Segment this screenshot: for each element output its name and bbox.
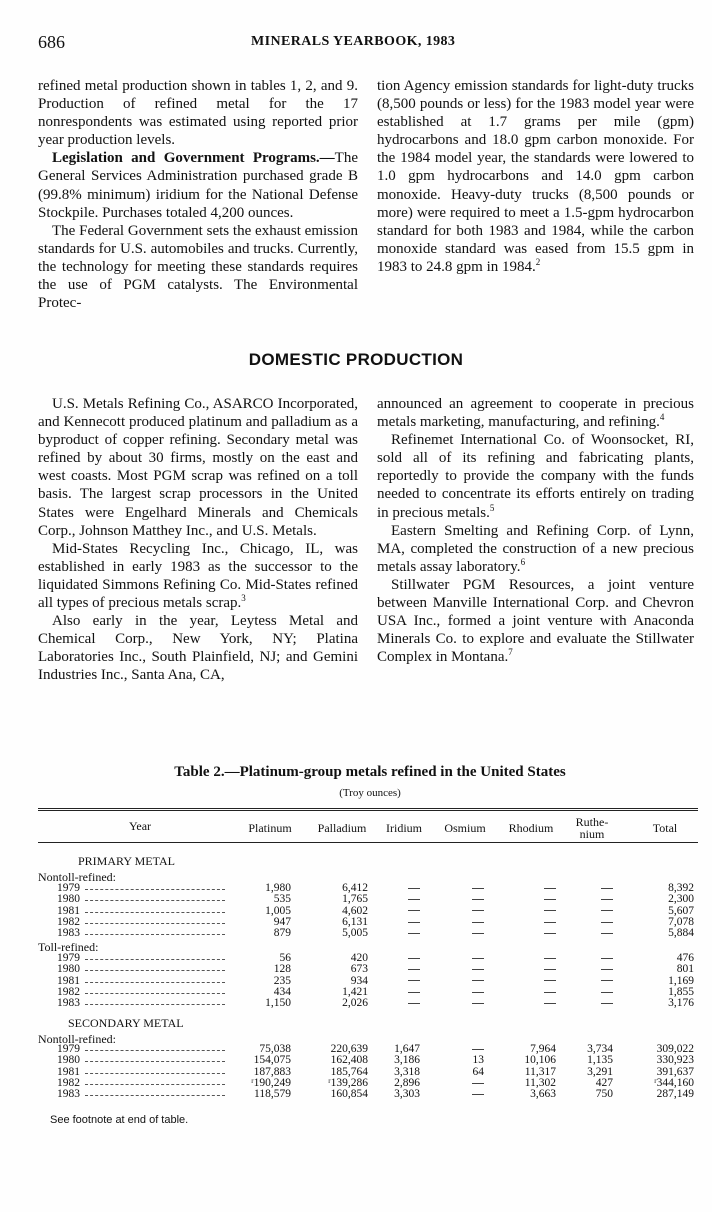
cell-platinum: 56: [279, 952, 291, 964]
sub-label-toll: Toll-refined:: [38, 940, 99, 954]
table-subtitle: (Troy ounces): [339, 787, 401, 799]
cell-year: 1980: [57, 963, 80, 976]
cell-rhodium: [508, 906, 556, 917]
footnote-marker: 2: [535, 256, 541, 267]
cell-year: 1981: [57, 1065, 80, 1078]
cell-palladium: 934: [350, 974, 368, 987]
cell-iridium: [380, 883, 420, 894]
cell-platinum: 434: [273, 985, 291, 998]
column-header-palladium: Palladium: [317, 821, 367, 835]
cell-iridium: 3,318: [394, 1065, 420, 1078]
cell-palladium: 6,412: [342, 882, 368, 894]
empty-dash: [601, 899, 613, 900]
cell-ruthenium: [576, 917, 613, 928]
cell-palladium: 160,854: [330, 1088, 368, 1101]
section-heading: DOMESTIC PRODUCTION: [248, 350, 464, 369]
column-header-osmium: Osmium: [444, 821, 486, 835]
empty-dash: [472, 899, 484, 900]
cell-ruthenium: 1,135: [587, 1054, 613, 1067]
paragraph: The Federal Government sets the exhaust emission standards for U.S. automobiles and trucks. Currently, the technology for meeting these standards requires the use of PGM catalysts. The Environmental Protec-: [38, 222, 358, 312]
empty-dash: [544, 1003, 556, 1004]
cell-platinum: 154,075: [253, 1054, 291, 1067]
dot-leader: [85, 1055, 225, 1062]
table-title: Table 2.—Platinum-group metals refined in the United States: [174, 764, 566, 780]
cell-platinum: ʳ190,249: [251, 1076, 291, 1089]
cell-total: 7,078: [668, 915, 694, 928]
column-header-total: Total: [652, 821, 678, 835]
sub-label-secondary-nontoll: Nontoll-refined:: [38, 1032, 116, 1046]
empty-dash: [408, 922, 420, 923]
cell-iridium: 3,186: [394, 1054, 420, 1067]
cell-ruthenium: [576, 953, 613, 964]
cell-osmium: [456, 987, 484, 998]
cell-platinum: 187,883: [253, 1065, 291, 1078]
cell-total: 1,169: [668, 974, 694, 987]
table-row: [0, 964, 712, 975]
cell-platinum: 1,005: [265, 904, 291, 917]
paragraph: Also early in the year, Leytess Metal and Chemical Corp., New York, NY; Platina Laboratories Inc., South Plainfield, NJ; and Gemini Industries Inc., Santa Ana, CA,: [38, 613, 358, 684]
cell-year: 1983: [57, 927, 80, 940]
cell-total: 1,855: [668, 985, 694, 998]
dot-leader: [85, 1089, 225, 1096]
column-header-year: Year: [128, 819, 152, 833]
empty-dash: [408, 933, 420, 934]
running-title: MINERALS YEARBOOK, 1983: [251, 34, 456, 49]
cell-total: 330,923: [656, 1054, 694, 1067]
cell-year: 1981: [57, 904, 80, 917]
paragraph: tion Agency emission standards for light-duty trucks (8,500 pounds or less) for the 1983 model year were established at 1.7 grams per mile (gpm) hydrocarbons and 18.0 gpm carbon monoxide. For the 1984 model year, the standards were lowered to 1.0 gpm hydrocarbons and 14.0 gpm carbon monoxide. Heavy-duty trucks (8,500 pounds or more) were required to meet a 1.5-gpm hydrocarbon standard for both 1983 and 1984, while the carbon monoxide standard was eased from 15.5 gpm in 1983 to 24.8 gpm in 1984.$^2$: [377, 78, 694, 275]
cell-ruthenium: 427: [595, 1076, 613, 1089]
empty-dash: [544, 980, 556, 981]
empty-dash: [408, 899, 420, 900]
empty-dash: [408, 958, 420, 959]
group-label-primary: PRIMARY METAL: [78, 854, 175, 868]
cell-total: 5,884: [668, 927, 694, 940]
paragraph-legislation: Legislation and Government Programs.—The General Services Administration purchased grade B (99.8% minimum) iridium for the National Defense Stockpile. Purchases totaled 4,200 ounces.: [38, 150, 358, 221]
table-row: [0, 1055, 712, 1066]
cell-ruthenium: 750: [595, 1088, 613, 1101]
cell-platinum: 947: [273, 915, 291, 928]
page-header: [38, 32, 694, 54]
cell-platinum: 235: [273, 974, 291, 987]
cell-osmium: [456, 928, 484, 939]
column-header-iridium: Iridium: [386, 821, 422, 835]
top-column-left: [38, 77, 358, 312]
empty-dash: [601, 922, 613, 923]
dot-leader: [85, 976, 225, 983]
cell-year: 1981: [57, 974, 80, 987]
table-row: [0, 998, 712, 1009]
cell-rhodium: [508, 987, 556, 998]
cell-palladium: 673: [350, 963, 368, 976]
empty-dash: [472, 1003, 484, 1004]
cell-platinum: 118,579: [254, 1088, 291, 1101]
cell-palladium: 1,765: [342, 893, 368, 906]
paragraph: announced an agreement to cooperate in precious metals marketing, manufacturing, and refining.$^4$: [377, 396, 694, 431]
cell-total: 3,176: [668, 997, 694, 1010]
cell-osmium: [456, 1078, 484, 1089]
cell-rhodium: 11,302: [524, 1076, 556, 1089]
cell-osmium: 13: [472, 1054, 484, 1067]
cell-iridium: [380, 976, 420, 987]
cell-palladium: 420: [350, 952, 368, 964]
dot-leader: [85, 894, 225, 901]
cell-osmium: [456, 964, 484, 975]
cell-palladium: 6,131: [342, 915, 368, 928]
cell-year: 1979: [57, 952, 80, 964]
empty-dash: [544, 922, 556, 923]
paragraph: Eastern Smelting and Refining Corp. of Lynn, MA, completed the construction of a new precious metals assay laboratory.$^6$: [377, 522, 694, 575]
empty-dash: [472, 933, 484, 934]
cell-iridium: 3,303: [394, 1088, 420, 1101]
column-header-rhodium: Rhodium: [508, 821, 554, 835]
empty-dash: [544, 910, 556, 911]
cell-iridium: [380, 894, 420, 905]
cell-ruthenium: [576, 987, 613, 998]
page-number: 686: [38, 32, 65, 52]
cell-platinum: 535: [273, 893, 291, 906]
table-row: [0, 894, 712, 905]
footnote-marker: 6: [520, 556, 526, 567]
cell-total: 287,149: [656, 1088, 694, 1101]
cell-palladium: 4,602: [342, 904, 368, 917]
cell-iridium: [380, 964, 420, 975]
paragraph: Mid-States Recycling Inc., Chicago, IL, was established in early 1983 as the successor to the liquidated Simmons Refining Co. Mid-States refined all types of precious metals scrap.$^3$: [38, 540, 358, 612]
paragraph: refined metal production shown in tables 1, 2, and 9. Production of refined metal for the 17 nonrespondents was estimated using reported prior year production levels.: [38, 78, 358, 149]
empty-dash: [544, 992, 556, 993]
cell-palladium: 5,005: [342, 927, 368, 940]
cell-year: 1979: [57, 1043, 80, 1055]
cell-ruthenium: [576, 964, 613, 975]
cell-ruthenium: [576, 906, 613, 917]
cell-rhodium: [508, 894, 556, 905]
group-label-secondary: SECONDARY METAL: [68, 1016, 184, 1030]
empty-dash: [601, 933, 613, 934]
empty-dash: [472, 888, 484, 889]
cell-rhodium: 3,663: [530, 1088, 556, 1101]
cell-ruthenium: 3,734: [587, 1043, 613, 1055]
cell-osmium: [456, 883, 484, 894]
empty-dash: [408, 910, 420, 911]
cell-osmium: [456, 976, 484, 987]
cell-ruthenium: [576, 928, 613, 939]
cell-osmium: [456, 1089, 484, 1100]
cell-platinum: 75,038: [259, 1043, 291, 1055]
cell-total: 5,607: [668, 904, 694, 917]
cell-palladium: 1,421: [342, 985, 368, 998]
dot-leader: [85, 1067, 225, 1074]
empty-dash: [408, 992, 420, 993]
cell-osmium: 64: [472, 1065, 484, 1078]
empty-dash: [472, 910, 484, 911]
domestic-column-left: [38, 395, 358, 685]
cell-rhodium: [508, 883, 556, 894]
empty-dash: [544, 958, 556, 959]
cell-rhodium: [508, 976, 556, 987]
cell-platinum: 879: [273, 927, 291, 940]
cell-year: 1980: [57, 1054, 80, 1067]
empty-dash: [544, 933, 556, 934]
paragraph: Stillwater PGM Resources, a joint venture between Manville International Corp. and Chevron USA Inc., formed a joint venture with Anaconda Minerals Co. to explore and evaluate the Stillwater Complex in Montana.$^7$: [377, 576, 694, 666]
cell-iridium: 1,647: [394, 1043, 420, 1055]
empty-dash: [472, 1094, 484, 1095]
empty-dash: [408, 1003, 420, 1004]
cell-osmium: [456, 894, 484, 905]
empty-dash: [544, 899, 556, 900]
dot-leader: [85, 1078, 225, 1085]
empty-dash: [601, 910, 613, 911]
column-header-ruthenium: Ruthe- nium: [575, 815, 609, 841]
paragraph: Refinemet International Co. of Woonsocket, RI, sold all of its refining and fabricating plants, reportedly to provide the company with the funds needed to concentrate its efforts entirely on trading in precious metals.$^5$: [377, 432, 694, 521]
empty-dash: [472, 980, 484, 981]
cell-year: 1983: [57, 997, 80, 1010]
cell-osmium: [456, 953, 484, 964]
cell-ruthenium: [576, 894, 613, 905]
cell-iridium: [380, 906, 420, 917]
cell-ruthenium: [576, 976, 613, 987]
table-row: [0, 1067, 712, 1078]
dot-leader: [85, 883, 225, 890]
domestic-column-right: [377, 395, 694, 666]
cell-rhodium: [508, 953, 556, 964]
dot-leader: [85, 998, 225, 1005]
empty-dash: [601, 980, 613, 981]
cell-ruthenium: [576, 883, 613, 894]
cell-year: 1983: [57, 1088, 80, 1101]
cell-rhodium: 7,964: [530, 1043, 556, 1055]
empty-dash: [472, 922, 484, 923]
cell-total: 801: [676, 963, 694, 976]
empty-dash: [601, 969, 613, 970]
table-row: [0, 1089, 712, 1100]
footnote-marker: 7: [508, 647, 513, 658]
empty-dash: [472, 992, 484, 993]
cell-year: 1980: [57, 893, 80, 906]
table-top-rule: [38, 808, 698, 809]
cell-year: 1982: [57, 915, 80, 928]
cell-palladium: 162,408: [330, 1054, 368, 1067]
cell-platinum: 1,980: [265, 882, 291, 894]
cell-ruthenium: 3,291: [587, 1065, 613, 1078]
cell-iridium: [380, 987, 420, 998]
cell-palladium: 220,639: [330, 1043, 368, 1055]
dot-leader: [85, 964, 225, 971]
empty-dash: [472, 958, 484, 959]
cell-iridium: [380, 917, 420, 928]
cell-year: 1982: [57, 985, 80, 998]
cell-total: 391,637: [656, 1065, 694, 1078]
cell-year: 1979: [57, 882, 80, 894]
cell-total: ʳ344,160: [654, 1076, 694, 1089]
cell-platinum: 128: [273, 963, 291, 976]
cell-rhodium: [508, 928, 556, 939]
cell-palladium: ʳ139,286: [328, 1076, 368, 1089]
table-footnote-reference: See footnote at end of table.: [50, 1114, 189, 1126]
cell-platinum: 1,150: [265, 997, 291, 1010]
empty-dash: [544, 969, 556, 970]
dot-leader: [85, 917, 225, 924]
cell-total: 476: [676, 952, 694, 964]
dot-leader: [85, 987, 225, 994]
cell-iridium: [380, 998, 420, 1009]
empty-dash: [601, 888, 613, 889]
table-header-rule: [38, 842, 698, 843]
empty-dash: [544, 888, 556, 889]
cell-year: 1982: [57, 1076, 80, 1089]
dot-leader: [85, 1044, 225, 1051]
cell-osmium: [456, 998, 484, 1009]
empty-dash: [472, 1083, 484, 1084]
empty-dash: [408, 969, 420, 970]
empty-dash: [601, 1003, 613, 1004]
empty-dash: [601, 992, 613, 993]
footnote-marker: 4: [659, 412, 665, 423]
top-column-right: [377, 77, 694, 276]
dot-leader: [85, 906, 225, 913]
dot-leader: [85, 928, 225, 935]
cell-rhodium: 10,106: [524, 1054, 556, 1067]
column-header-platinum: Platinum: [248, 821, 292, 835]
empty-dash: [601, 958, 613, 959]
cell-rhodium: [508, 998, 556, 1009]
table-top-rule-double: [38, 810, 698, 811]
cell-iridium: [380, 928, 420, 939]
cell-osmium: [456, 906, 484, 917]
cell-palladium: 185,764: [330, 1065, 368, 1078]
cell-rhodium: 11,317: [524, 1065, 556, 1078]
empty-dash: [472, 969, 484, 970]
paragraph: U.S. Metals Refining Co., ASARCO Incorporated, and Kennecott produced platinum and palladium as a byproduct of copper refining. Secondary metal was refined by about 30 firms, mostly on the east and west coasts. Most PGM scrap was refined on a toll basis. The largest scrap processors in the United States were Engelhard Minerals and Chemicals Corp., Johnson Matthey Inc., and U.S. Metals.: [38, 396, 358, 539]
empty-dash: [408, 980, 420, 981]
cell-rhodium: [508, 964, 556, 975]
cell-rhodium: [508, 917, 556, 928]
cell-osmium: [456, 917, 484, 928]
cell-total: 2,300: [668, 893, 694, 906]
footnote-marker: 5: [489, 502, 495, 513]
footnote-marker: 3: [241, 593, 246, 604]
cell-palladium: 2,026: [342, 997, 368, 1010]
sub-label-nontoll: Nontoll-refined:: [38, 870, 116, 884]
cell-iridium: [380, 953, 420, 964]
table-row: [0, 976, 712, 987]
table-row: [0, 906, 712, 917]
dot-leader: [85, 953, 225, 960]
cell-ruthenium: [576, 998, 613, 1009]
table-row: [0, 928, 712, 939]
cell-total: 309,022: [656, 1043, 694, 1055]
empty-dash: [408, 888, 420, 889]
empty-dash: [472, 1049, 484, 1050]
cell-total: 8,392: [668, 882, 694, 894]
section-runin-heading: Legislation and Government Programs.—: [52, 150, 335, 167]
cell-iridium: 2,896: [394, 1076, 420, 1089]
